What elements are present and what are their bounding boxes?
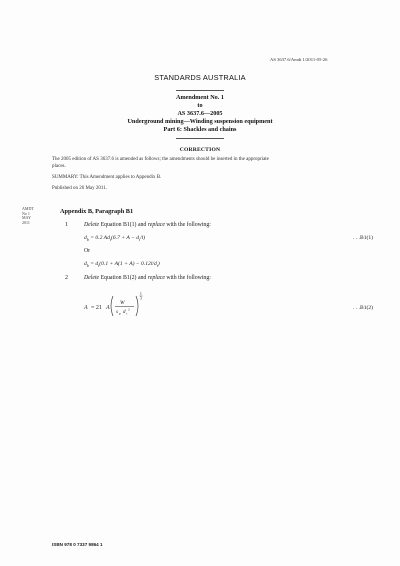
svg-text:d: d — [123, 310, 126, 315]
instruction-text: Delete Equation B1(1) and replace with the following: — [84, 222, 211, 228]
equation-b1-2 — [82, 288, 182, 324]
published-text: Published on 26 May 2011. — [52, 186, 107, 191]
svg-text:p: p — [119, 311, 121, 316]
instruction-text: Delete Equation B1(2) and replace with the following: — [84, 275, 211, 281]
amendment-to: to — [197, 102, 203, 109]
svg-text:t: t — [126, 311, 128, 316]
item-number: 1 — [65, 222, 68, 228]
margin-note-line: MAY — [22, 215, 31, 221]
svg-text:2: 2 — [128, 307, 130, 312]
svg-text:s: s — [116, 310, 118, 315]
svg-text:A: A — [106, 305, 110, 311]
amendment-margin-note — [22, 207, 52, 225]
margin-note-line: AMDT — [22, 206, 34, 211]
svg-text:3: 3 — [140, 296, 142, 301]
svg-text:= 21: = 21 — [91, 305, 102, 311]
organisation-name: STANDARDS AUSTRALIA — [154, 73, 246, 82]
intro-paragraph — [52, 157, 352, 170]
intro-line-1: The 2005 edition of AS 3637.6 is amended as follows; the amendments should be inserted in the appropriate — [52, 157, 269, 162]
svg-text:A: A — [84, 305, 88, 311]
equation-b1-1-alternative: $d_b = d_t(0.1 + A(1 + A) - 0.12l/d_t)$ — [84, 261, 160, 269]
equation-reference: . . .B1(2) — [353, 305, 374, 311]
summary-text: SUMMARY: This Amendment applies to Appendix B. — [52, 175, 162, 180]
equation-b1-1: $d_b = 0.2$ $Ad_t(6.7 + A - d_t/l)$ — [84, 235, 146, 243]
correction-heading: CORRECTION — [179, 147, 221, 153]
isbn-footer: ISBN 978 0 7337 9864 1 — [52, 542, 103, 547]
equation-reference: . . .B1(1) — [353, 235, 374, 241]
intro-line-2: places. — [52, 163, 66, 169]
margin-note-line: No 1 — [22, 210, 30, 216]
svg-text:W: W — [120, 300, 125, 306]
amendment-number: Amendment No. 1 — [176, 94, 224, 101]
item-number: 2 — [65, 275, 68, 281]
standard-part: Part 6: Shackles and chains — [163, 126, 237, 133]
svg-text:1: 1 — [140, 292, 142, 296]
or-text: Or — [84, 248, 91, 254]
standard-number: AS 3637.6—2005 — [177, 110, 223, 117]
divider — [176, 90, 224, 91]
standard-title: Underground mining—Winding suspension equipment — [127, 118, 273, 125]
appendix-heading: Appendix B, Paragraph B1 — [60, 208, 134, 215]
margin-note-line: 2011 — [22, 219, 30, 225]
document-reference: AS 3637.6/Amdt 1/2011-05-26 — [270, 57, 328, 62]
divider — [176, 138, 224, 139]
